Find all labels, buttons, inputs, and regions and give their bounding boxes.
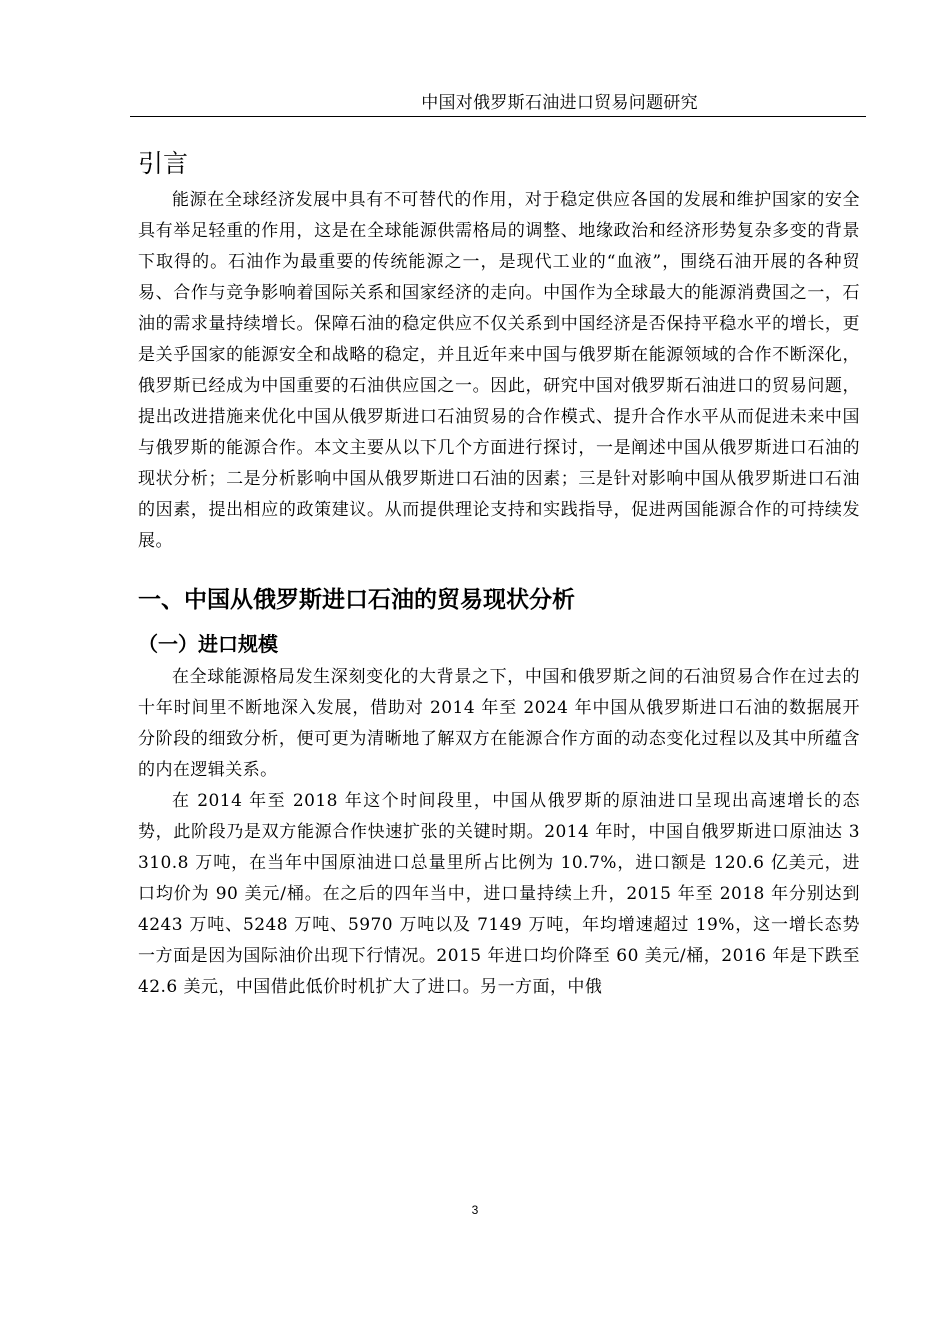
subsection-1-heading: （一）进口规模: [138, 632, 278, 656]
document-body: [138, 143, 860, 1003]
section-1-heading: 一、中国从俄罗斯进口石油的贸易现状分析: [138, 587, 575, 613]
intro-heading: 引言: [138, 149, 189, 178]
page-header: [130, 92, 866, 117]
header-title: 中国对俄罗斯石油进口贸易问题研究: [421, 93, 698, 113]
import-scale-paragraph-2: 在 2014 年至 2018 年这个时间段里，中国从俄罗斯的原油进口呈现出高速增长的态势，此阶段乃是双方能源合作快速扩张的关键时期。2014 年时，中国自俄罗斯进口原油达 3310.8 万吨，在当年中国原油进口总量里所占比例为 10.7%，进口额是 120.6 亿美元，进口均价为 90 美元/桶。在之后的四年当中，进口量持续上升，2015 年至 2018 年分别达到 4243 万吨、5248 万吨、5970 万吨以及 7149 万吨，年均增速超过 19%，这一增长态势一方面是因为国际油价出现下行情况。2015 年进口均价降至 60 美元/桶，2016 年是下跌至 42.6 美元，中国借此低价时机扩大了进口。另一方面，中俄: [138, 791, 860, 997]
import-scale-paragraph-1: 在全球能源格局发生深刻变化的大背景之下，中国和俄罗斯之间的石油贸易合作在过去的十年时间里不断地深入发展，借助对 2014 年至 2024 年中国从俄罗斯进口石油的数据展开分阶段的细致分析，便可更为清晰地了解双方在能源合作方面的动态变化过程以及其中所蕴含的内在逻辑关系。: [138, 667, 860, 780]
intro-paragraph: 能源在全球经济发展中具有不可替代的作用，对于稳定供应各国的发展和维护国家的安全具有举足轻重的作用，这是在全球能源供需格局的调整、地缘政治和经济形势复杂多变的背景下取得的。石油作为最重要的传统能源之一，是现代工业的“血液”，围绕石油开展的各种贸易、合作与竞争影响着国际关系和国家经济的走向。中国作为全球最大的能源消费国之一，石油的需求量持续增长。保障石油的稳定供应不仅关系到中国经济是否保持平稳水平的增长，更是关乎国家的能源安全和战略的稳定，并且近年来中国与俄罗斯在能源领域的合作不断深化，俄罗斯已经成为中国重要的石油供应国之一。因此，研究中国对俄罗斯石油进口的贸易问题，提出改进措施来优化中国从俄罗斯进口石油贸易的合作模式、提升合作水平从而促进未来中国与俄罗斯的能源合作。本文主要从以下几个方面进行探讨，一是阐述中国从俄罗斯进口石油的现状分析；二是分析影响中国从俄罗斯进口石油的因素；三是针对影响中国从俄罗斯进口石油的因素，提出相应的政策建议。从而提供理论支持和实践指导，促进两国能源合作的可持续发展。: [138, 190, 860, 551]
page-number: 3: [471, 1203, 479, 1217]
